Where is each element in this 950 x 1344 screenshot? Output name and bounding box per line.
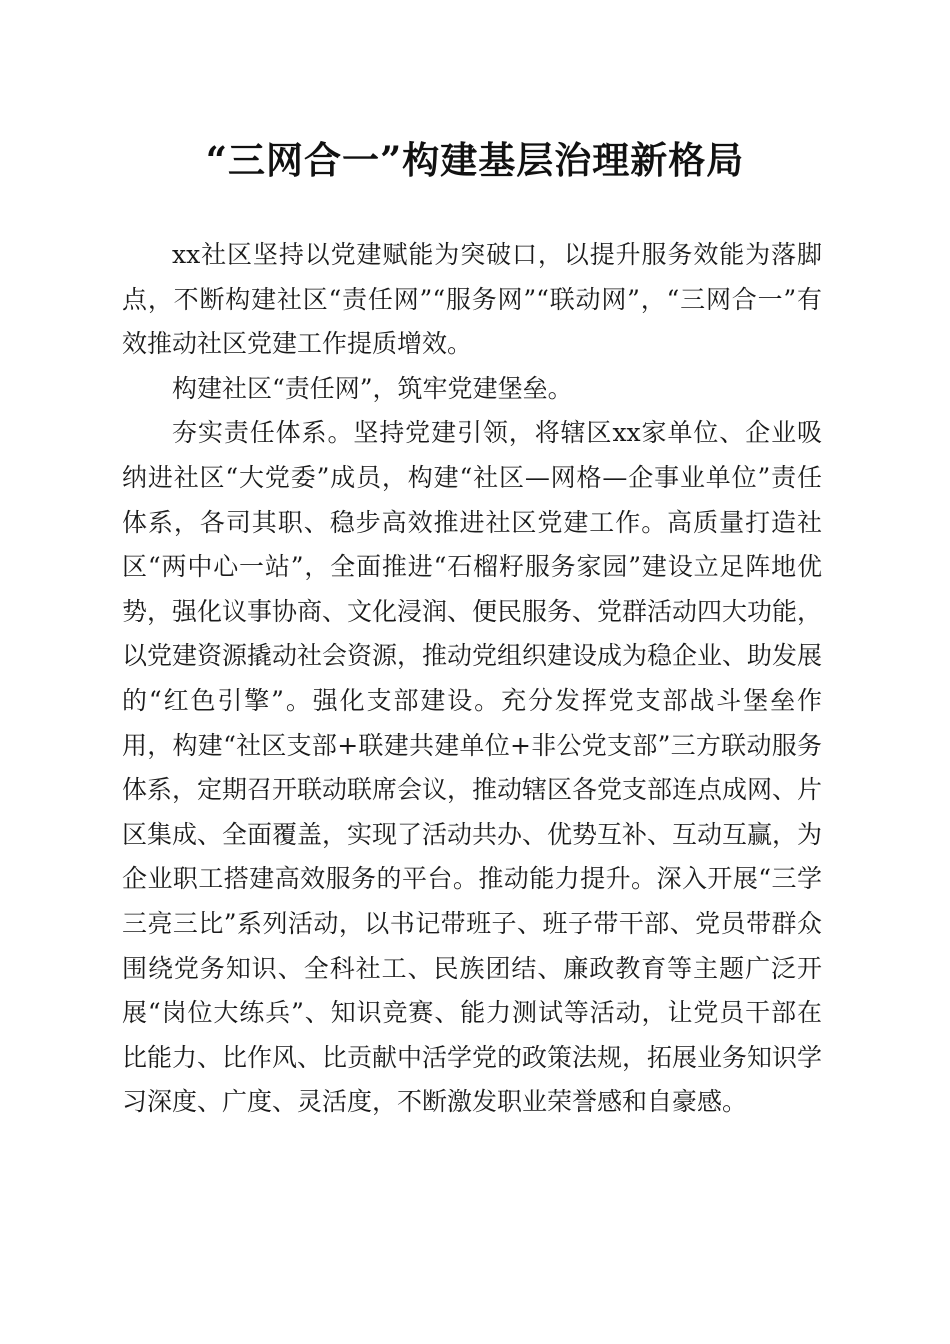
document-body: [122, 233, 822, 1125]
paragraph-intro: xx社区坚持以党建赋能为突破口，以提升服务效能为落脚点，不断构建社区“责任网”“服务网”“联动网”，“三网合一”有效推动社区党建工作提质增效。: [122, 240, 822, 359]
document-title: “三网合一”构建基层治理新格局: [205, 138, 745, 182]
paragraph-responsibility-system: 夯实责任体系。坚持党建引领，将辖区xx家单位、企业吸纳进社区“大党委”成员，构建“社区—网格—企事业单位”责任体系，各司其职、稳步高效推进社区党建工作。高质量打造社区“两中心一站”，全面推进“石榴籽服务家园”建设立足阵地优势，强化议事协商、文化浸润、便民服务、党群活动四大功能，以党建资源撬动社会资源，推动党组织建设成为稳企业、助发展的“红色引擎”。强化支部建设。充分发挥党支部战斗堡垒作用，构建“社区支部+联建共建单位+非公党支部”三方联动服务体系，定期召开联动联席会议，推动辖区各党支部连点成网、片区集成、全面覆盖，实现了活动共办、优势互补、互动互赢，为企业职工搭建高效服务的平台。推动能力提升。深入开展“三学三亮三比”系列活动，以书记带班子、班子带干部、党员带群众围绕党务知识、全科社工、民族团结、廉政教育等主题广泛开展“岗位大练兵”、知识竞赛、能力测试等活动，让党员干部在比能力、比作风、比贡献中活学党的政策法规，拓展业务知识学习深度、广度、灵活度，不断激发职业荣誉感和自豪感。: [122, 418, 823, 1117]
paragraph-section-heading: 构建社区“责任网”，筑牢党建堡垒。: [172, 373, 573, 403]
